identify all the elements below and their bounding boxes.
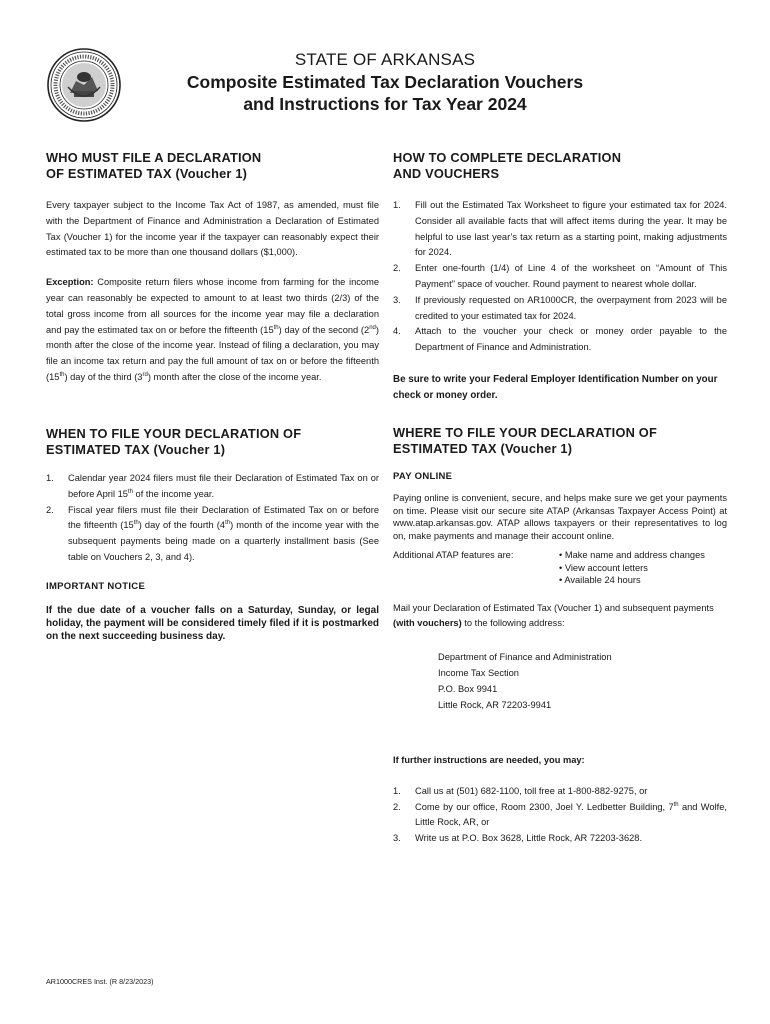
how-list xyxy=(393,198,727,356)
list-item: 4. Attach to the voucher your check or money order payable to the Department of Finance and Administration. xyxy=(393,326,727,353)
who-must-file-section xyxy=(46,150,379,386)
important-notice-body: If the due date of a voucher falls on a Saturday, Sunday, or legal holiday, the payment will be considered timely filed if it is postmarked on the next succeeding business day. xyxy=(46,604,379,642)
pay-online-text: Paying online is convenient, secure, and helps make sure we get your payments on time. Please visit our secure site ATAP (Arkansas Taxpayer Access Point) at www.atap.arkansas.gov. ATAP allows taxpayers or their representatives to log on, make payments and manage their account online. xyxy=(393,493,727,541)
page-title-line2: and Instructions for Tax Year 2024 xyxy=(243,94,527,114)
atap-features xyxy=(393,549,727,587)
how-heading: HOW TO COMPLETE DECLARATION AND VOUCHERS xyxy=(393,150,622,181)
list-item: 3. If previously requested on AR1000CR, the overpayment from 2023 will be credited to your estimated tax for 2024. xyxy=(393,294,727,321)
state-name: STATE OF ARKANSAS xyxy=(294,50,476,69)
fein-note: Be sure to write your Federal Employer Identification Number on your check or money order. xyxy=(393,373,718,401)
list-item: • View account letters xyxy=(559,562,648,573)
list-item: 1. Fill out the Estimated Tax Worksheet to figure your estimated tax for 2024. Consider all available facts that will affect items during the year. It may be helpful to use last year’s tax return as a starting point, making adjustments for 2024. xyxy=(393,200,727,258)
important-notice-heading: IMPORTANT NOTICE xyxy=(46,580,146,592)
form-id-footer: AR1000CRES Inst. (R 8/23/2023) xyxy=(46,977,154,986)
where-to-file-section xyxy=(393,425,727,847)
list-item: • Make name and address changes xyxy=(559,550,705,560)
pay-online-label: PAY ONLINE xyxy=(393,471,453,482)
when-list xyxy=(46,471,379,566)
exception-paragraph: Exception: Composite return filers whose income from farming for the income year can reasonably be expected to amount to at least two thirds (2/3) of the total gross income from all sources for the income year may file a declaration and pay the estimated tax on or before the fifteenth (15th) day of the second (2nd) month after the close of the income year. Instead of filing a declaration, you may file an income tax return and pay the full amount of tax on or before the fifteenth (15th) day of the third (3rd) month after the close of the income year. xyxy=(46,277,379,382)
list-item: 2. Enter one-fourth (1/4) of Line 4 of the worksheet on “Amount of This Payment” space of voucher. Round payment to nearest whole dollar. xyxy=(393,263,727,289)
further-instructions-heading: If further instructions are needed, you may: xyxy=(393,755,585,766)
list-item: 2. Fiscal year filers must file their Declaration of Estimated Tax on or before the fifteenth (15th) day of the fourth (4th) month of the income year with the subsequent payments being made on a quarterly installment basis (See table on Vouchers 2, 3, and 4). xyxy=(46,504,379,562)
where-heading: WHERE TO FILE YOUR DECLARATION OF ESTIMATED TAX (Voucher 1) xyxy=(393,425,657,456)
list-item: 2. Come by our office, Room 2300, Joel Y. Ledbetter Building, 7th and Wolfe, Little Rock, AR, or xyxy=(393,801,727,828)
mail-instructions: Mail your Declaration of Estimated Tax (Voucher 1) and subsequent payments (with vouchers) to the following address: xyxy=(393,602,714,629)
mailing-address: Department of Finance and Administration Income Tax Section P.O. Box 9941 Little Rock, AR 72203-9941 xyxy=(438,652,612,711)
who-paragraph: Every taxpayer subject to the Income Tax Act of 1987, as amended, must file with the Department of Finance and Administration a Declaration of Estimated Tax (Voucher 1) for the income year if the taxpayer can reasonably expect their estimated tax to be more than one thousand dollars ($1,000). xyxy=(46,200,379,258)
who-heading: WHO MUST FILE A DECLARATION OF ESTIMATED TAX (Voucher 1) xyxy=(46,150,262,181)
when-heading: WHEN TO FILE YOUR DECLARATION OF ESTIMATED TAX (Voucher 1) xyxy=(46,426,302,457)
how-to-complete-section xyxy=(393,150,727,404)
further-list xyxy=(393,784,727,847)
features-list xyxy=(559,549,705,587)
when-to-file-section xyxy=(46,426,379,643)
list-item: 1. Call us at (501) 682-1100, toll free at 1-800-882-9275, or xyxy=(393,785,648,796)
page-title-line1: Composite Estimated Tax Declaration Vouchers xyxy=(186,72,584,92)
features-label: Additional ATAP features are: xyxy=(393,550,514,560)
list-item: 3. Write us at P.O. Box 3628, Little Rock, AR 72203-3628. xyxy=(393,833,643,844)
list-item: 1. Calendar year 2024 filers must file their Declaration of Estimated Tax on or before April 15th of the income year. xyxy=(46,473,379,499)
list-item: • Available 24 hours xyxy=(559,575,641,585)
